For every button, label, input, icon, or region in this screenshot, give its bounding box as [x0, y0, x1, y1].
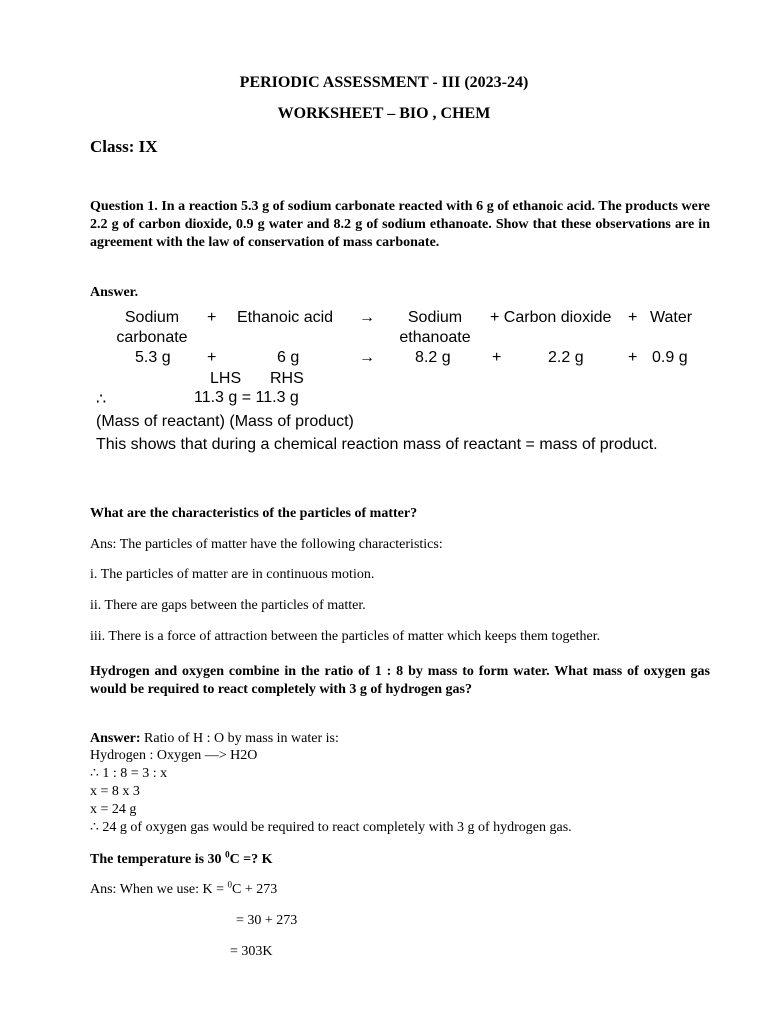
- question-1: Question 1. In a reaction 5.3 g of sodium carbonate reacted with 6 g of ethanoic acid. The products were 2.2 g of carbon dioxide, 0.9 g water and 8.2 g of sodium ethanoate. Show that these observations are in agreement with the law of conservation of mass carbonate.: [90, 199, 710, 250]
- plus-sign: +: [207, 349, 217, 366]
- answer-2-intro: Ans: The particles of matter have the following characteristics:: [90, 537, 443, 552]
- sodium-carbonate-label-1: Sodium: [124, 309, 180, 326]
- answer-3-line: [90, 730, 339, 747]
- sodium-ethanoate-label-1: Sodium: [407, 309, 463, 326]
- answer-3-step: Hydrogen : Oxygen —> H2O: [90, 748, 258, 763]
- answer-3-step: ∴ 1 : 8 = 3 : x: [90, 766, 168, 781]
- question-4: [90, 851, 273, 868]
- arrow: →: [359, 309, 375, 326]
- therefore-symbol: ∴: [96, 391, 107, 408]
- question-4-text: The temperature is 30: [90, 852, 226, 867]
- question-2: What are the characteristics of the particles of matter?: [90, 506, 418, 521]
- plus-sign: +: [628, 349, 638, 366]
- answer-4-result: = 303K: [230, 944, 273, 959]
- list-item: iii. There is a force of attraction between the particles of matter which keeps them together.: [90, 629, 601, 644]
- list-item: i. The particles of matter are in continuous motion.: [90, 567, 375, 582]
- worksheet-title: PERIODIC ASSESSMENT - III (2023-24): [239, 74, 529, 91]
- mass-equality: 11.3 g = 11.3 g: [194, 389, 299, 406]
- plus-sign: +: [628, 309, 638, 326]
- rhs-label: RHS: [270, 370, 304, 387]
- sodium-carbonate-label-2: carbonate: [116, 329, 188, 346]
- question-3: Hydrogen and oxygen combine in the ratio of 1 : 8 by mass to form water. What mass of oxygen gas would be required to react completely with 3 g of hydrogen gas?: [90, 664, 710, 697]
- answer-3-conclusion: ∴ 24 g of oxygen gas would be required to react completely with 3 g of hydrogen gas.: [90, 820, 572, 835]
- carbon-dioxide-label: + Carbon dioxide: [490, 309, 612, 326]
- water-label: Water: [650, 309, 693, 326]
- list-item: ii. There are gaps between the particles of matter.: [90, 598, 366, 613]
- question-4-text-end: C =? K: [229, 852, 273, 867]
- degree-symbol: 0: [225, 849, 230, 860]
- degree-symbol: 0: [227, 879, 233, 890]
- answer-4-step: = 30 + 273: [236, 913, 298, 928]
- mass-labels: (Mass of reactant) (Mass of product): [96, 413, 354, 430]
- value-sodium-carbonate: 5.3 g: [135, 349, 171, 366]
- value-sodium-ethanoate: 8.2 g: [415, 349, 451, 366]
- conclusion: This shows that during a chemical reaction mass of reactant = mass of product.: [96, 436, 658, 453]
- answer-3-text: Ratio of H : O by mass in water is:: [140, 731, 339, 746]
- ethanoic-acid-label: Ethanoic acid: [237, 309, 334, 326]
- class-label: Class: IX: [90, 137, 158, 156]
- value-water: 0.9 g: [652, 349, 688, 366]
- answer-3-step: x = 8 x 3: [90, 784, 140, 799]
- worksheet-subtitle: WORKSHEET – BIO , CHEM: [277, 105, 491, 122]
- answer-1-label: Answer.: [90, 285, 139, 300]
- arrow: →: [359, 349, 375, 366]
- value-carbon-dioxide: 2.2 g: [548, 349, 584, 366]
- lhs-label: LHS: [210, 370, 242, 387]
- answer-4-formula: [90, 881, 277, 898]
- answer-4-text-end: C + 273: [232, 882, 278, 897]
- sodium-ethanoate-label-2: ethanoate: [399, 329, 471, 346]
- value-ethanoic-acid: 6 g: [277, 349, 300, 366]
- plus-sign: +: [207, 309, 217, 326]
- answer-3-step: x = 24 g: [90, 802, 137, 817]
- plus-sign: +: [492, 349, 502, 366]
- answer-3-label: Answer:: [90, 731, 141, 746]
- answer-4-text: Ans: When we use: K =: [90, 882, 228, 897]
